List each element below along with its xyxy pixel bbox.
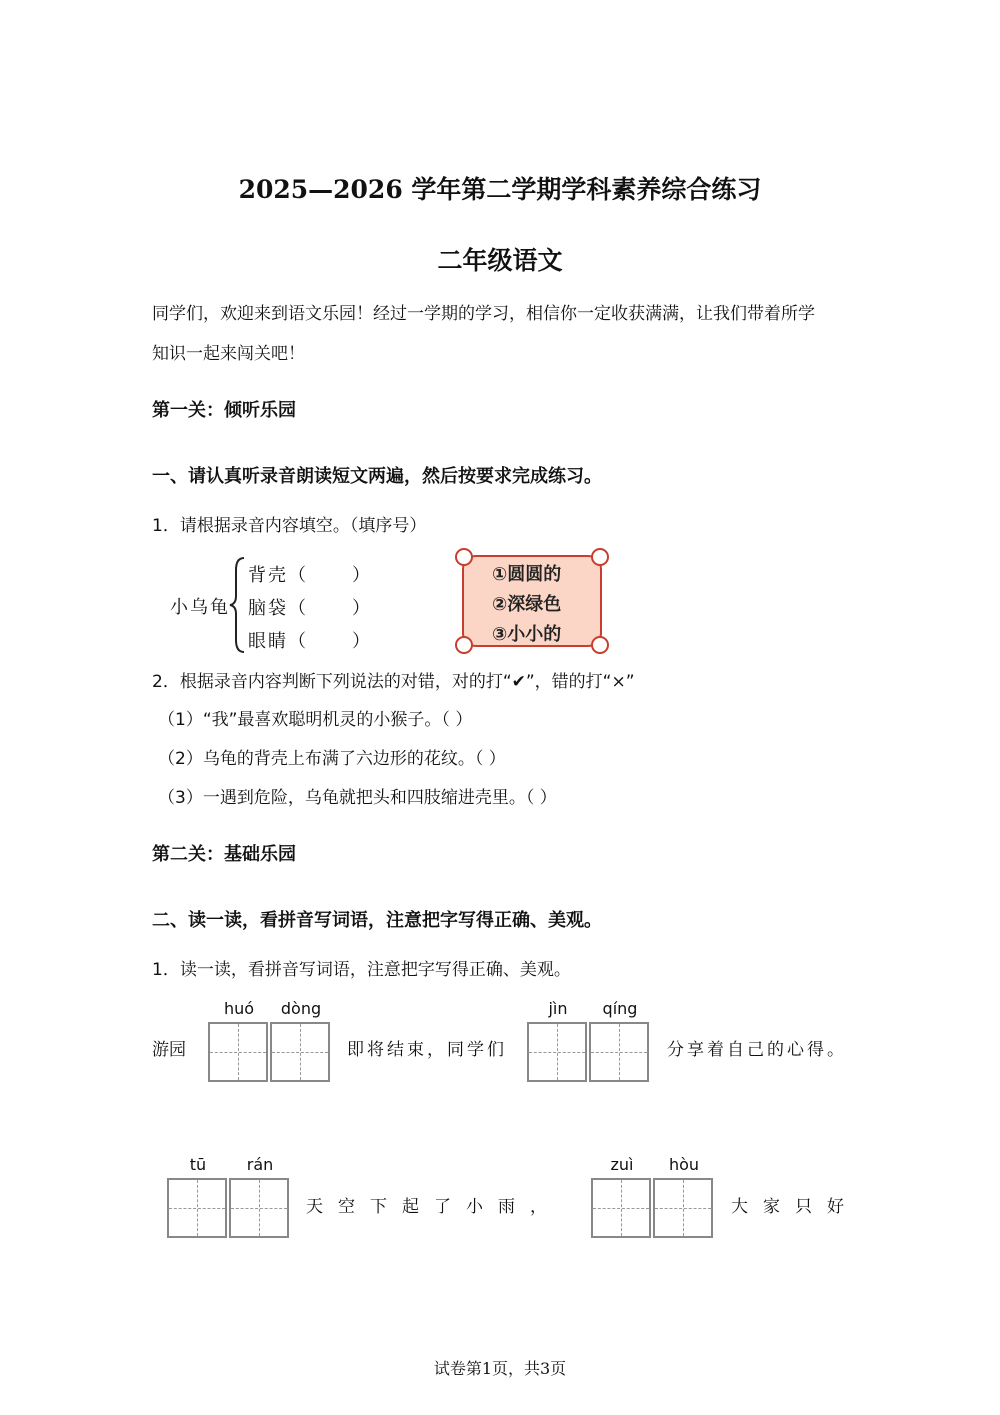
intro-line-1: 同学们，欢迎来到语文乐园！经过一学期的学习，相信你一定收获满满，让我们带着所学 (152, 304, 815, 324)
turtle-item-head-close: ） (352, 598, 372, 619)
part1-q2-label: 2．根据录音内容判断下列说法的对错，对的打“✔”，错的打“×” (152, 672, 635, 692)
writing-box[interactable] (208, 1022, 268, 1082)
pinyin: qíng (602, 999, 638, 1018)
judge-item-2: （2）乌龟的背壳上布满了六边形的花纹。（ ） (158, 749, 506, 769)
turtle-item-eyes: 眼睛（ (248, 631, 308, 652)
part1-q1-label: 1．请根据录音内容填空。（填序号） (152, 516, 427, 536)
row2-middle: 天空下起了小雨， (306, 1197, 562, 1217)
judge-item-1: （1）“我”最喜欢聪明机灵的小猴子。（ ） (158, 710, 473, 730)
writing-box[interactable] (270, 1022, 330, 1082)
page-subtitle: 二年级语文 (437, 246, 563, 275)
judge-item-3: （3）一遇到危险，乌龟就把头和四肢缩进壳里。（ ） (158, 788, 557, 808)
turtle-item-shell-close: ） (352, 565, 372, 586)
page-footer: 试卷第1页，共3页 (433, 1359, 567, 1378)
intro-line-2: 知识一起来闯关吧！ (152, 344, 305, 364)
row1-prefix: 游园 (152, 1040, 186, 1060)
part2-section-heading: 二、读一读，看拼音写词语，注意把字写得正确、美观。 (152, 910, 602, 931)
pinyin: huó (223, 999, 255, 1018)
writing-box[interactable] (591, 1178, 651, 1238)
turtle-item-eyes-close: ） (352, 631, 372, 652)
turtle-item-head: 脑袋（ (248, 598, 308, 619)
option-2: ②深绿色 (492, 594, 562, 615)
pinyin: tū (189, 1155, 207, 1174)
pinyin: hòu (668, 1155, 700, 1174)
part1-section-heading: 一、请认真听录音朗读短文两遍，然后按要求完成练习。 (152, 466, 602, 487)
option-3: ③小小的 (492, 624, 562, 645)
pinyin: zuì (610, 1155, 634, 1174)
part1-title: 第一关：倾听乐园 (152, 400, 296, 421)
turtle-item-shell: 背壳（ (248, 565, 308, 586)
turtle-subject: 小乌龟 (170, 597, 230, 618)
row1-suffix: 分享着自己的心得。 (667, 1040, 847, 1060)
part2-q1-label: 1．读一读，看拼音写词语，注意把字写得正确、美观。 (152, 960, 571, 980)
part2-title: 第二关：基础乐园 (152, 844, 296, 865)
row2-suffix: 大家只好 (731, 1197, 859, 1217)
row1-middle: 即将结束，同学们 (347, 1040, 507, 1060)
pinyin: dòng (280, 999, 322, 1018)
pinyin: jìn (548, 999, 568, 1018)
options-panel (462, 555, 602, 647)
pinyin: rán (246, 1155, 274, 1174)
writing-box[interactable] (589, 1022, 649, 1082)
writing-box[interactable] (229, 1178, 289, 1238)
writing-box[interactable] (653, 1178, 713, 1238)
option-1: ①圆圆的 (492, 564, 562, 585)
page-title: 2025—2026 学年第二学期学科素养综合练习 (238, 175, 762, 204)
brace-icon (228, 556, 248, 654)
writing-box[interactable] (167, 1178, 227, 1238)
writing-box[interactable] (527, 1022, 587, 1082)
